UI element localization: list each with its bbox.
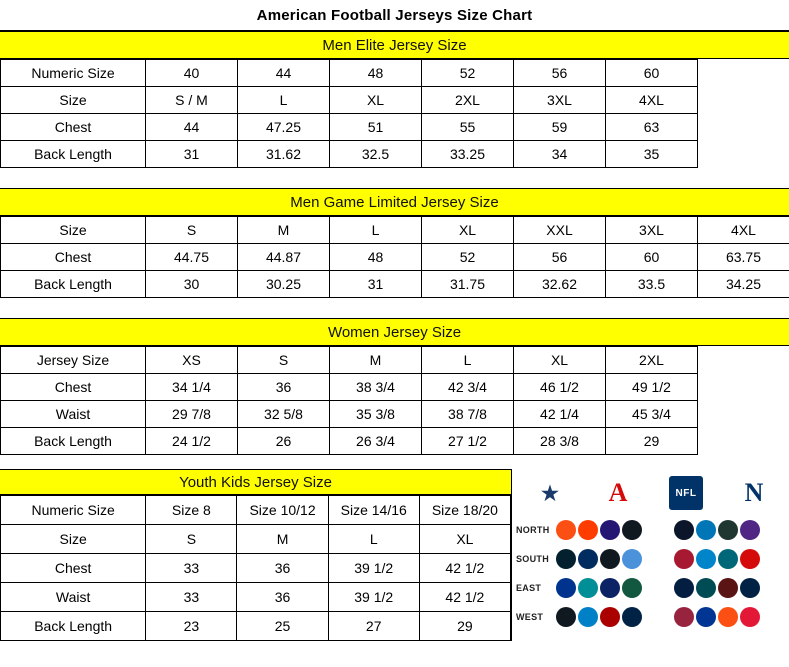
cell: Size 18/20	[419, 496, 510, 525]
row-label: Chest	[1, 374, 146, 401]
team-logo	[696, 607, 716, 627]
section-header-men-game-limited	[0, 188, 789, 216]
cell: XL	[514, 347, 606, 374]
cell: 34	[514, 141, 606, 168]
team-logo	[740, 520, 760, 540]
conference-badges-row	[516, 473, 788, 513]
division-row-north	[516, 515, 788, 544]
cell: L	[238, 87, 330, 114]
row-label: Waist	[1, 583, 146, 612]
page-title-text: American Football Jerseys Size Chart	[256, 6, 533, 24]
team-logo	[578, 578, 598, 598]
team-logo	[696, 549, 716, 569]
section-header-men-elite-label: Men Elite Jersey Size	[322, 36, 467, 54]
cell: 52	[422, 244, 514, 271]
cell: XL	[419, 525, 510, 554]
division-row-west	[516, 602, 788, 631]
cell: 38 7/8	[422, 401, 514, 428]
cell: 26	[238, 428, 330, 455]
cell: 31.75	[422, 271, 514, 298]
table-row	[1, 496, 511, 525]
nfc-team-group	[674, 578, 786, 598]
team-logo	[674, 607, 694, 627]
division-label: EAST	[516, 582, 542, 593]
page-title	[0, 0, 789, 31]
cell: 4XL	[606, 87, 698, 114]
team-logo	[600, 607, 620, 627]
cell: Size 10/12	[237, 496, 328, 525]
cell: S	[238, 347, 330, 374]
table-row	[1, 217, 789, 244]
team-logo	[622, 607, 642, 627]
team-logo	[696, 520, 716, 540]
cell: 42 3/4	[422, 374, 514, 401]
cell: XL	[330, 87, 422, 114]
cell: 56	[514, 244, 606, 271]
cell: 39 1/2	[328, 554, 419, 583]
cell: Size 14/16	[328, 496, 419, 525]
cell-empty	[698, 141, 789, 168]
bottom-section	[0, 469, 789, 641]
table-men-game-limited	[0, 216, 789, 298]
cell: S / M	[146, 87, 238, 114]
section-header-women-label: Women Jersey Size	[327, 323, 462, 341]
nfc-badge-icon: N	[744, 478, 764, 507]
cell: 26 3/4	[330, 428, 422, 455]
cell: 42 1/4	[514, 401, 606, 428]
spacer	[0, 298, 789, 318]
table-row	[1, 60, 789, 87]
section-header-youth-label: Youth Kids Jersey Size	[179, 473, 332, 491]
cell: 44	[238, 60, 330, 87]
cell: L	[328, 525, 419, 554]
cell: 36	[238, 374, 330, 401]
division-row-east	[516, 573, 788, 602]
cell: 38 3/4	[330, 374, 422, 401]
team-logo	[718, 607, 738, 627]
team-logo	[674, 578, 694, 598]
afc-team-group	[556, 578, 668, 598]
row-label: Jersey Size	[1, 347, 146, 374]
team-logo	[578, 549, 598, 569]
cell: M	[330, 347, 422, 374]
cell: 32 5/8	[238, 401, 330, 428]
team-logo	[600, 520, 620, 540]
team-logo	[578, 520, 598, 540]
cell: 34.25	[698, 271, 789, 298]
cell: 51	[330, 114, 422, 141]
table-row	[1, 141, 789, 168]
nfl-star-badge-icon: ★	[533, 476, 567, 510]
youth-section	[0, 469, 511, 641]
cell: L	[330, 217, 422, 244]
cell: 36	[237, 583, 328, 612]
team-logo	[740, 578, 760, 598]
cell: S	[146, 217, 238, 244]
cell: 32.62	[514, 271, 606, 298]
team-logo	[718, 578, 738, 598]
cell: 29	[606, 428, 698, 455]
cell-empty	[698, 374, 789, 401]
team-logo	[718, 549, 738, 569]
team-logo	[556, 607, 576, 627]
team-logo	[556, 549, 576, 569]
cell: 24 1/2	[146, 428, 238, 455]
row-label: Size	[1, 217, 146, 244]
cell-empty	[698, 114, 789, 141]
table-row	[1, 87, 789, 114]
cell: 2XL	[606, 347, 698, 374]
cell: 31.62	[238, 141, 330, 168]
section-header-men-elite	[0, 31, 789, 59]
nfl-logo-panel	[512, 469, 789, 641]
cell: 33	[146, 554, 237, 583]
cell: 49 1/2	[606, 374, 698, 401]
cell: 56	[514, 60, 606, 87]
cell: 30	[146, 271, 238, 298]
cell: 33	[146, 583, 237, 612]
cell: 3XL	[606, 217, 698, 244]
table-youth	[0, 495, 511, 641]
cell: 39 1/2	[328, 583, 419, 612]
table-row	[1, 347, 789, 374]
team-logo	[556, 578, 576, 598]
cell: L	[422, 347, 514, 374]
row-label: Back Length	[1, 141, 146, 168]
cell: 30.25	[238, 271, 330, 298]
nfl-shield-badge-icon: NFL	[669, 476, 703, 510]
cell: 55	[422, 114, 514, 141]
nfc-team-group	[674, 607, 786, 627]
row-label: Numeric Size	[1, 60, 146, 87]
table-row	[1, 401, 789, 428]
cell: 35	[606, 141, 698, 168]
cell-empty	[698, 87, 789, 114]
spacer	[0, 168, 789, 188]
team-logo	[600, 578, 620, 598]
cell: 33.25	[422, 141, 514, 168]
cell: 59	[514, 114, 606, 141]
division-label: WEST	[516, 611, 544, 622]
cell: 35 3/8	[330, 401, 422, 428]
cell: 46 1/2	[514, 374, 606, 401]
cell-empty	[698, 428, 789, 455]
cell: 42 1/2	[419, 554, 510, 583]
cell-empty	[698, 347, 789, 374]
cell: 33.5	[606, 271, 698, 298]
team-logo	[674, 520, 694, 540]
cell: 40	[146, 60, 238, 87]
cell: 48	[330, 60, 422, 87]
row-label: Back Length	[1, 612, 146, 641]
table-row	[1, 374, 789, 401]
cell: 29	[419, 612, 510, 641]
table-row	[1, 554, 511, 583]
section-header-women	[0, 318, 789, 346]
cell: 36	[237, 554, 328, 583]
row-label: Size	[1, 87, 146, 114]
table-men-elite	[0, 59, 789, 168]
team-logo	[622, 578, 642, 598]
team-logo	[740, 607, 760, 627]
row-label: Size	[1, 525, 146, 554]
cell: S	[146, 525, 237, 554]
division-label: SOUTH	[516, 553, 549, 564]
cell: 42 1/2	[419, 583, 510, 612]
cell-empty	[698, 401, 789, 428]
cell: 47.25	[238, 114, 330, 141]
table-women	[0, 346, 789, 455]
cell: M	[237, 525, 328, 554]
row-label: Chest	[1, 554, 146, 583]
cell: 27	[328, 612, 419, 641]
cell: 60	[606, 60, 698, 87]
cell: 28 3/8	[514, 428, 606, 455]
row-label: Chest	[1, 114, 146, 141]
table-row	[1, 583, 511, 612]
table-row	[1, 612, 511, 641]
team-logo	[696, 578, 716, 598]
cell: 52	[422, 60, 514, 87]
cell: 34 1/4	[146, 374, 238, 401]
section-header-men-game-limited-label: Men Game Limited Jersey Size	[290, 193, 499, 211]
cell: XL	[422, 217, 514, 244]
section-header-youth	[0, 469, 511, 495]
row-label: Waist	[1, 401, 146, 428]
cell: XXL	[514, 217, 606, 244]
cell: 31	[146, 141, 238, 168]
cell: XS	[146, 347, 238, 374]
cell: 60	[606, 244, 698, 271]
cell: Size 8	[146, 496, 237, 525]
cell: 3XL	[514, 87, 606, 114]
table-row	[1, 428, 789, 455]
cell: 44.75	[146, 244, 238, 271]
team-logo	[740, 549, 760, 569]
nfc-team-group	[674, 520, 786, 540]
cell: 31	[330, 271, 422, 298]
cell: 63	[606, 114, 698, 141]
table-row	[1, 114, 789, 141]
nfl-teams-panel	[511, 469, 789, 641]
spacer	[0, 455, 789, 469]
cell: 45 3/4	[606, 401, 698, 428]
row-label: Numeric Size	[1, 496, 146, 525]
team-logo	[622, 520, 642, 540]
table-row	[1, 244, 789, 271]
cell: 2XL	[422, 87, 514, 114]
cell: 23	[146, 612, 237, 641]
afc-badge-icon: A	[608, 478, 628, 507]
row-label: Back Length	[1, 271, 146, 298]
cell: 25	[237, 612, 328, 641]
afc-team-group	[556, 520, 668, 540]
row-label: Back Length	[1, 428, 146, 455]
division-label: NORTH	[516, 524, 550, 535]
afc-team-group	[556, 607, 668, 627]
cell: 48	[330, 244, 422, 271]
cell: 29 7/8	[146, 401, 238, 428]
afc-team-group	[556, 549, 668, 569]
team-logo	[622, 549, 642, 569]
cell: 4XL	[698, 217, 789, 244]
nfc-team-group	[674, 549, 786, 569]
team-logo	[674, 549, 694, 569]
cell: 32.5	[330, 141, 422, 168]
team-logo	[578, 607, 598, 627]
cell: 44	[146, 114, 238, 141]
row-label: Chest	[1, 244, 146, 271]
cell: M	[238, 217, 330, 244]
team-logo	[600, 549, 620, 569]
table-row	[1, 271, 789, 298]
division-row-south	[516, 544, 788, 573]
team-logo	[718, 520, 738, 540]
team-logo	[556, 520, 576, 540]
table-row	[1, 525, 511, 554]
cell-empty	[698, 60, 789, 87]
cell: 27 1/2	[422, 428, 514, 455]
cell: 63.75	[698, 244, 789, 271]
cell: 44.87	[238, 244, 330, 271]
